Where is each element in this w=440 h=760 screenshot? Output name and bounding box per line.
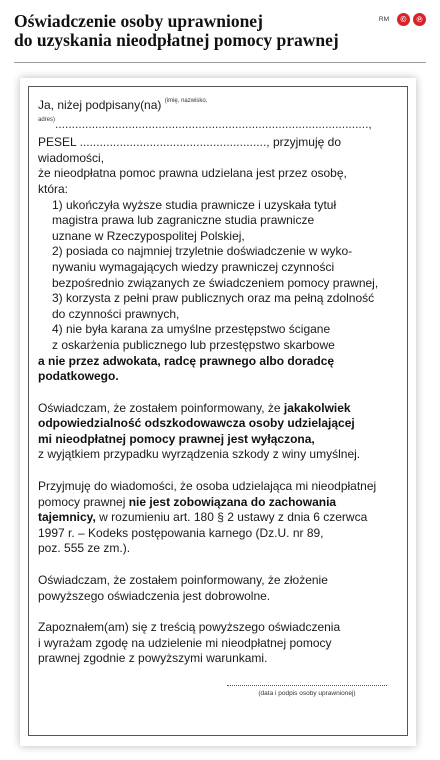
consent-line-3: prawnej zgodnie z powyższymi warunkami. bbox=[38, 651, 268, 666]
header-divider bbox=[14, 62, 426, 63]
bold-line-2: podatkowego. bbox=[38, 369, 119, 384]
list-item: 3) korzysta z pełni praw publicznych oraz ma pełną zdolność bbox=[52, 291, 375, 306]
pesel-dots[interactable]: ........................................................, bbox=[79, 135, 270, 150]
signature-caption: (data i podpis osoby uprawnionej) bbox=[258, 690, 356, 697]
name-hint: (imię, nazwisko, adres) bbox=[38, 98, 208, 123]
consent-line-1: Zapoznałem(am) się z treścią powyższego oświadczenia bbox=[38, 620, 341, 635]
list-item: bezpośrednio związanych ze świadczeniem pomocy prawnej, bbox=[52, 275, 379, 290]
copyright-icon: © bbox=[397, 13, 410, 26]
secrecy-line-2: pomocy prawnej nie jest zobowiązana do zachowania bbox=[38, 494, 337, 509]
liability-line-2: odpowiedzialność odszkodowawcza osoby udzielającej bbox=[38, 416, 355, 431]
pesel-label: PESEL bbox=[38, 135, 80, 150]
form-frame bbox=[28, 86, 408, 736]
list-item: do czynności prawnych, bbox=[52, 306, 180, 321]
secrecy-line-1: Przyjmuję do wiadomości, że osoba udzielająca mi nieodpłatnej bbox=[38, 479, 377, 494]
title-line-2: do uzyskania nieodpłatnej pomocy prawnej bbox=[14, 30, 339, 50]
list-item: uznane w Rzeczypospolitej Polskiej, bbox=[52, 228, 245, 243]
list-item: magistra prawa lub zagraniczne studia prawnicze bbox=[52, 213, 315, 228]
list-item: nywaniu wymagających wiedzy prawniczej czynności bbox=[52, 259, 335, 274]
list-item: 1) ukończyła wyższe studia prawnicze i uzyskała tytuł bbox=[52, 197, 337, 212]
liability-line-4: z wyjątkiem przypadku wyrządzenia szkody z winy umyślnej. bbox=[38, 447, 361, 462]
title-line-1: Oświadczenie osoby uprawnionej bbox=[14, 11, 263, 31]
page-title bbox=[14, 12, 426, 50]
list-item: 2) posiada co najmniej trzyletnie doświadczenie w wyko- bbox=[52, 244, 353, 259]
name-dots[interactable]: $^{(imię, nazwisko, adres)}$.............................................................................................., bbox=[38, 98, 372, 131]
p-copyright-icon: ℗ bbox=[413, 13, 426, 26]
liability-line-3: mi nieodpłatnej pomocy prawnej jest wyłączona, bbox=[38, 431, 315, 446]
publisher-badge bbox=[379, 13, 426, 26]
pesel-line: PESEL ........................................................, przyjmuję do wiadomości, bbox=[38, 135, 341, 165]
intro-line-3: która: bbox=[38, 181, 69, 196]
intro-line-2: że nieodpłatna pomoc prawna udzielana jest przez osobę, bbox=[38, 166, 347, 181]
list-item: 4) nie była karana za umyślne przestępstwo ścigane bbox=[52, 322, 331, 337]
liability-line-1: Oświadczam, że zostałem poinformowany, że jakakolwiek bbox=[38, 400, 351, 415]
signature-block bbox=[227, 685, 387, 697]
signature-line[interactable] bbox=[227, 685, 387, 686]
statement-form-card bbox=[20, 78, 416, 746]
secrecy-line-5: poz. 555 ze zm.). bbox=[38, 541, 131, 556]
voluntary-line-1: Oświadczam, że zostałem poinformowany, że złożenie bbox=[38, 573, 328, 588]
qualification-list bbox=[38, 198, 402, 354]
intro-line: Ja, niżej podpisany(na) $^{(imię, nazwisko, adres)}$.............................................................................................., bbox=[38, 98, 372, 131]
voluntary-line-2: powyższego oświadczenia jest dobrowolne. bbox=[38, 588, 271, 603]
secrecy-line-4: 1997 r. – Kodeks postępowania karnego (Dz.U. nr 89, bbox=[38, 525, 324, 540]
form-content bbox=[38, 98, 402, 667]
list-item: z oskarżenia publicznego lub przestępstwo skarbowe bbox=[52, 337, 335, 352]
rm-label: RM bbox=[378, 16, 389, 23]
header bbox=[14, 12, 426, 64]
secrecy-line-3: tajemnicy, w rozumieniu art. 180 § 2 ustawy z dnia 6 czerwca bbox=[38, 510, 368, 525]
consent-line-2: i wyrażam zgodę na udzielenie mi nieodpłatnej pomocy bbox=[38, 635, 332, 650]
bold-line-1: a nie przez adwokata, radcę prawnego albo doradcę bbox=[38, 353, 335, 368]
